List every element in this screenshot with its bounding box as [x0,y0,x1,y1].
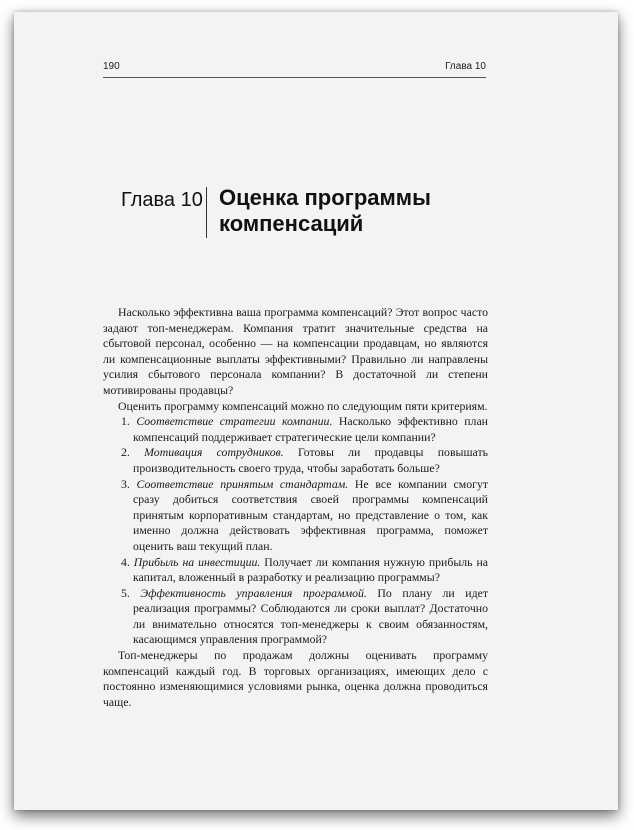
criterion-term: Эффективность управления программой. [140,585,367,600]
criterion-text: По плану ли идет реализация программы? Соблюдаются ли сроки выплат? Достаточно ли внимательно относятся топ-менеджеры к своим обязанностям, касающимся управления программой? [133,585,488,647]
criterion-term: Соответствие стратегии компании. [136,414,333,429]
list-number: 2. [121,445,130,460]
chapter-divider [206,187,207,238]
list-item [103,445,488,476]
paragraph: Насколько эффективна ваша программа компенсаций? Этот вопрос часто задают топ-менеджерам. Компания тратит значительные средства на сбытовой персонал, особенно — на компенсации продавцам, но являются ли компенсационные выплаты эффективными? Правильно ли направлены усилия сбытового персонала компании? В достаточной ли степени мотивированы продавцы? [103,305,488,397]
list-item [103,555,488,586]
list-item [103,414,488,445]
list-number: 3. [121,476,130,491]
criteria-list [103,414,488,648]
list-number: 5. [121,585,130,600]
criterion-term: Прибыль на инвестиции. [133,554,261,569]
criterion-text: Насколько эффективно план компенсаций поддерживает стратегические цели компании? [133,414,488,444]
chapter-title [219,185,489,237]
running-chapter-ref: Глава 10 [445,61,486,72]
chapter-title-line-1: Оценка программы [219,185,431,210]
criterion-text: Готовы ли продавцы повышать производительность своего труда, чтобы заработать больше? [133,445,488,475]
list-number: 4. [121,554,130,569]
list-number: 1. [121,414,130,429]
list-item [103,477,488,555]
criterion-text: Не все компании смогут сразу добиться соответствия своей программы компенсаций принятым корпоративным стандартам, но представление о том, как именно должна действовать эффективная программа, поможет оценить ваш текущий план. [133,476,489,553]
page-number: 190 [103,61,120,72]
paragraph: Топ-менеджеры по продажам должны оценивать программу компенсаций каждый год. В торговых организациях, имеющих дело с постоянно изменяющимися условиями рынка, оценка должна проводиться чаще. [103,648,488,709]
list-item [103,586,488,648]
paragraph: Оценить программу компенсаций можно по следующим пяти критериям. [118,398,488,413]
chapter-title-line-2: компенсаций [219,211,364,236]
header-rule [103,77,486,78]
criterion-term: Мотивация сотрудников. [144,445,284,460]
body-text [103,305,488,710]
criterion-text: Получает ли компания нужную прибыль на капитал, вложенный в разработку и реализацию программы? [133,554,488,585]
criterion-term: Соответствие принятым стандартам. [136,476,349,491]
chapter-label: Глава 10 [121,189,203,211]
running-head [103,61,486,72]
